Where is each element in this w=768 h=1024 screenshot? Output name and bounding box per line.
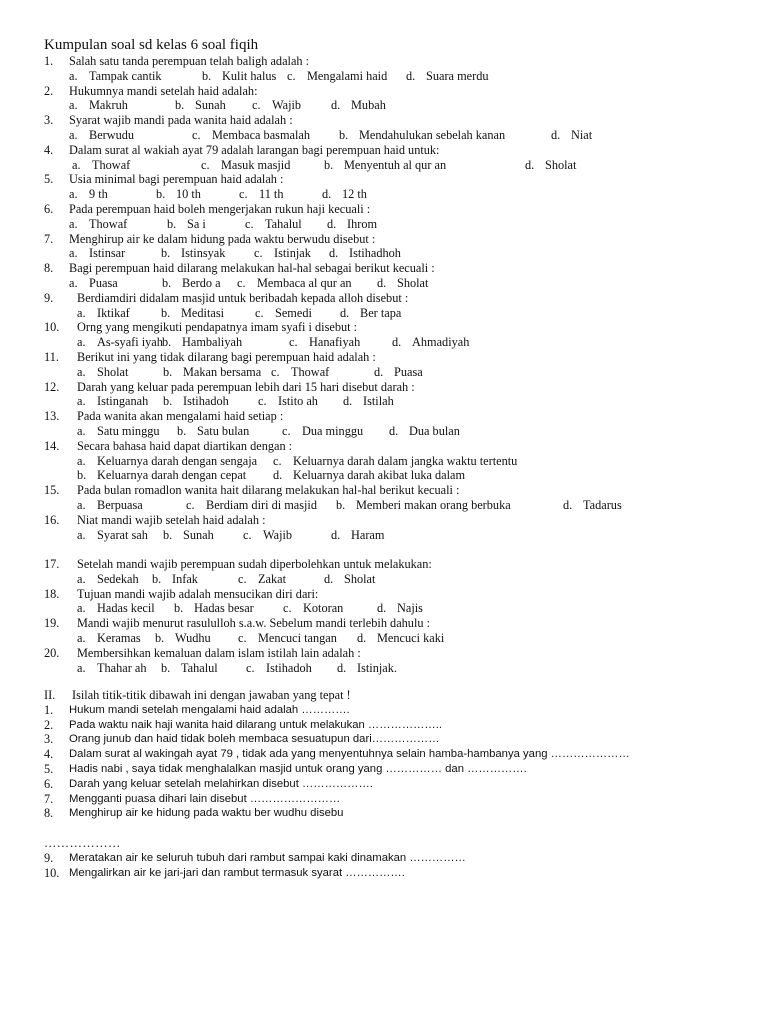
option-text: Istinjak. [357, 660, 397, 675]
option-letter: d. [389, 423, 399, 438]
options-row [0, 572, 768, 587]
option-text: Sunah [195, 98, 226, 113]
option-text: Tahalul [181, 660, 218, 675]
options-row [0, 454, 768, 469]
option-letter: d. [322, 187, 332, 202]
option-letter: a. [69, 275, 78, 290]
option-text: Niat [571, 127, 593, 142]
option-text: 10 th [176, 187, 201, 202]
option-letter: c. [201, 157, 210, 172]
option-text: 12 th [342, 187, 367, 202]
option-letter: d. [340, 305, 350, 320]
question-row [0, 143, 768, 158]
question-text: Dalam surat al wakiah ayat 79 adalah larangan bagi perempuan haid untuk: [69, 142, 440, 157]
question-text: Syarat wajib mandi pada wanita haid adalah : [69, 113, 293, 128]
item-number: 1. [44, 702, 54, 717]
option-letter: c. [186, 497, 195, 512]
option-letter: c. [282, 423, 291, 438]
option-text: Membaca basmalah [212, 127, 310, 142]
item-number: 8. [44, 806, 54, 821]
option-letter: b. [152, 571, 162, 586]
option-letter: a. [77, 305, 86, 320]
option-text: Tahalul [265, 216, 302, 231]
item-text: Pada waktu naik haji wanita haid dilarang untuk melakukan ……………….. [69, 718, 442, 731]
option-text: Masuk masjid [221, 157, 291, 172]
option-text: Sunah [183, 527, 214, 542]
option-text: Mubah [351, 98, 386, 113]
question-number: 16. [44, 512, 60, 527]
question-text: Tujuan mandi wajib adalah mensucikan diri dari: [77, 586, 319, 601]
question-row [0, 409, 768, 424]
question-text: Setelah mandi wajib perempuan sudah diperbolehkan untuk melakukan: [77, 557, 432, 572]
item-number: 9. [44, 850, 54, 865]
option-text: Sholat [545, 157, 577, 172]
question-number: 4. [44, 142, 54, 157]
option-text: Sa i [187, 216, 206, 231]
section-instructions: Isilah titik-titik dibawah ini dengan jawaban yang tepat ! [72, 688, 351, 702]
item-number: 2. [44, 717, 54, 732]
question-row [0, 172, 768, 187]
question-row [0, 113, 768, 128]
question-number: 10. [44, 320, 60, 335]
option-letter: b. [161, 660, 171, 675]
option-text: Dua minggu [302, 423, 364, 438]
question-text: Berikut ini yang tidak dilarang bagi perempuan haid adalah : [77, 349, 376, 364]
question-text: Orng yang mengikuti pendapatnya imam syafi i disebut : [77, 320, 358, 335]
option-letter: a. [77, 497, 86, 512]
option-letter: d. [324, 571, 334, 586]
option-letter: c. [192, 127, 201, 142]
options-row [0, 335, 768, 350]
question-number: 12. [44, 379, 60, 394]
option-text: Sedekah [97, 571, 139, 586]
option-text: Sholat [344, 571, 376, 586]
question-row [0, 84, 768, 99]
question-number: 14. [44, 438, 60, 453]
option-letter: d. [329, 246, 339, 261]
option-text: Keramas [97, 631, 141, 646]
options-row [0, 128, 768, 143]
question-number: 15. [44, 483, 60, 498]
question-number: 7. [44, 231, 54, 246]
option-text: Wajib [263, 527, 293, 542]
question-number: 8. [44, 261, 54, 276]
option-letter: d. [377, 275, 387, 290]
option-letter: b. [77, 468, 87, 483]
option-text: As-syafi iyah [97, 335, 163, 350]
option-text: Istihadoh [183, 394, 229, 409]
option-text: Wudhu [175, 631, 211, 646]
section-number: II. [44, 688, 56, 702]
item-text: Darah yang keluar setelah melahirkan disebut ………………. [69, 777, 373, 790]
page-title: Kumpulan soal sd kelas 6 soal fiqih [44, 37, 259, 53]
option-text: Zakat [258, 571, 286, 586]
option-letter: c. [254, 246, 263, 261]
question-number: 2. [44, 83, 54, 98]
option-text: Ahmadiyah [412, 335, 470, 350]
question-row [0, 646, 768, 661]
item-text: Hukum mandi setelah mengalami haid adalah …………. [69, 703, 350, 716]
option-letter: d. [392, 335, 402, 350]
option-text: Memberi makan orang berbuka [356, 497, 511, 512]
options-row [0, 98, 768, 113]
option-letter: b. [336, 497, 346, 512]
option-letter: a. [77, 631, 86, 646]
option-text: Makruh [89, 98, 128, 113]
spacer [0, 821, 768, 836]
fill-in-item [0, 806, 768, 821]
option-text: Syarat sah [97, 527, 148, 542]
fill-in-item [0, 703, 768, 718]
option-text: Berpuasa [97, 497, 143, 512]
option-letter: b. [163, 394, 173, 409]
option-letter: b. [155, 631, 165, 646]
question-text: Pada bulan romadlon wanita hait dilarang melakukan hal-hal berikut kecuali : [77, 483, 460, 498]
options-row [0, 468, 768, 483]
question-text: Niat mandi wajib setelah haid adalah : [77, 512, 266, 527]
option-text: Dua bulan [409, 423, 460, 438]
item-text: Orang junub dan haid tidak boleh membaca sesuatupun dari……………… [69, 733, 440, 746]
option-text: Istinganah [97, 394, 149, 409]
option-letter: b. [162, 275, 172, 290]
question-text: Pada perempuan haid boleh mengerjakan rukun haji kecuali : [69, 201, 371, 216]
option-text: Makan bersama [183, 364, 262, 379]
option-text: Sholat [97, 364, 129, 379]
option-letter: a. [69, 187, 78, 202]
options-row [0, 601, 768, 616]
option-letter: d. [377, 601, 387, 616]
option-letter: b. [202, 68, 212, 83]
question-text: Bagi perempuan haid dilarang melakukan hal-hal sebagai berikut kecuali : [69, 261, 435, 276]
option-text: Satu minggu [97, 423, 160, 438]
option-letter: b. [174, 601, 184, 616]
question-row [0, 320, 768, 335]
question-number: 13. [44, 409, 60, 424]
option-letter: c. [273, 453, 282, 468]
option-text: Iktikaf [97, 305, 130, 320]
option-text: Thowaf [291, 364, 330, 379]
option-letter: b. [161, 246, 171, 261]
option-letter: c. [238, 571, 247, 586]
question-row [0, 232, 768, 247]
option-letter: b. [167, 216, 177, 231]
option-letter: b. [324, 157, 334, 172]
question-row [0, 557, 768, 572]
option-text: Thowaf [89, 216, 128, 231]
option-letter: a. [69, 246, 78, 261]
item-text: Mengalirkan air ke jari-jari dan rambut termasuk syarat ……………. [69, 866, 405, 879]
fill-in-item [0, 866, 768, 881]
question-number: 11. [44, 349, 59, 364]
option-text: Wajib [272, 98, 302, 113]
option-letter: d. [551, 127, 561, 142]
question-number: 5. [44, 172, 54, 187]
question-number: 6. [44, 201, 54, 216]
option-letter: c. [238, 631, 247, 646]
option-letter: d. [327, 216, 337, 231]
fill-in-item [0, 718, 768, 733]
option-text: Istinsar [89, 246, 126, 261]
option-letter: a. [77, 601, 86, 616]
option-text: Hanafiyah [309, 335, 361, 350]
option-text: Istihadhoh [349, 246, 401, 261]
option-letter: c. [252, 98, 261, 113]
option-letter: d. [331, 527, 341, 542]
option-text: Satu bulan [197, 423, 250, 438]
answer-blank: ……………… [44, 835, 121, 850]
option-letter: b. [162, 335, 172, 350]
option-letter: a. [69, 216, 78, 231]
option-text: Keluarnya darah dengan sengaja [97, 453, 258, 468]
option-text: Mencuci kaki [377, 631, 445, 646]
option-text: Suara merdu [426, 68, 489, 83]
option-letter: d. [343, 394, 353, 409]
option-letter: c. [289, 335, 298, 350]
item-number: 4. [44, 747, 54, 762]
options-row [0, 158, 768, 173]
options-row [0, 365, 768, 380]
question-text: Secara bahasa haid dapat diartikan dengan : [77, 438, 293, 453]
option-text: Keluarnya darah dengan cepat [97, 468, 247, 483]
fill-in-item [0, 851, 768, 866]
option-letter: b. [163, 364, 173, 379]
option-text: Kotoran [303, 601, 344, 616]
question-row [0, 291, 768, 306]
option-letter: b. [163, 527, 173, 542]
option-text: Puasa [394, 364, 423, 379]
option-letter: d. [331, 98, 341, 113]
options-row [0, 424, 768, 439]
option-text: Meditasi [181, 305, 225, 320]
options-row [0, 246, 768, 261]
options-row [0, 394, 768, 409]
option-text: Menyentuh al qur an [344, 157, 447, 172]
question-text: Berdiamdiri didalam masjid untuk beribadah kepada alloh disebut : [77, 290, 409, 305]
question-text: Salah satu tanda perempuan telah baligh adalah : [69, 54, 310, 68]
option-text: Istinjak [274, 246, 311, 261]
spacer [0, 542, 768, 557]
question-number: 1. [44, 54, 54, 68]
question-row [0, 513, 768, 528]
option-letter: d. [337, 660, 347, 675]
fill-in-item [0, 777, 768, 792]
option-letter: b. [161, 305, 171, 320]
option-text: Infak [172, 571, 198, 586]
option-text: Ihrom [347, 216, 378, 231]
question-row [0, 616, 768, 631]
option-text: Sholat [397, 275, 429, 290]
option-text: Keluarnya darah akibat luka dalam [293, 468, 466, 483]
option-text: Berdiam diri di masjid [206, 497, 317, 512]
item-number: 3. [44, 732, 54, 747]
item-text: Hadis nabi , saya tidak menghalalkan masjid untuk orang yang …………… dan ……………. [69, 762, 527, 775]
item-number: 5. [44, 761, 54, 776]
question-text: Mandi wajib menurut rasululloh s.a.w. Sebelum mandi terlebih dahulu : [77, 616, 431, 631]
question-number: 17. [44, 557, 60, 572]
option-text: 11 th [259, 187, 284, 202]
question-text: Darah yang keluar pada perempuan lebih dari 15 hari disebut darah : [77, 379, 415, 394]
question-text: Usia minimal bagi perempuan haid adalah : [69, 172, 284, 187]
section-heading [0, 688, 768, 703]
item-number: 7. [44, 791, 54, 806]
option-text: Istinsyak [181, 246, 226, 261]
fill-in-item [0, 792, 768, 807]
option-text: Haram [351, 527, 385, 542]
option-letter: c. [287, 68, 296, 83]
options-row [0, 217, 768, 232]
option-text: Berdo a [182, 275, 221, 290]
multiple-choice-section [0, 54, 768, 675]
question-number: 9. [44, 290, 54, 305]
fill-in-item [0, 732, 768, 747]
option-text: Hambaliyah [182, 335, 243, 350]
answer-blank-continuation [0, 836, 768, 851]
option-text: Tampak cantik [89, 68, 162, 83]
options-row [0, 528, 768, 543]
option-letter: c. [239, 187, 248, 202]
question-number: 3. [44, 113, 54, 128]
option-letter: a. [77, 527, 86, 542]
question-text: Pada wanita akan mengalami haid setiap : [77, 409, 284, 424]
fill-in-section [0, 688, 768, 880]
question-text: Membersihkan kemaluan dalam islam istilah lain adalah : [77, 645, 361, 660]
option-text: Berwudu [89, 127, 135, 142]
option-text: Keluarnya darah dalam jangka waktu tertentu [293, 453, 518, 468]
option-text: Kulit halus [222, 68, 277, 83]
option-letter: a. [77, 335, 86, 350]
question-row [0, 261, 768, 276]
option-letter: d. [563, 497, 573, 512]
item-number: 6. [44, 776, 54, 791]
options-row [0, 69, 768, 84]
question-row [0, 54, 768, 69]
option-text: Mencuci tangan [258, 631, 337, 646]
option-letter: b. [339, 127, 349, 142]
option-letter: b. [156, 187, 166, 202]
option-letter: d. [357, 631, 367, 646]
option-letter: a. [77, 364, 86, 379]
option-letter: a. [69, 98, 78, 113]
item-text: Mengganti puasa dihari lain disebut …………………… [69, 792, 341, 805]
option-text: Thowaf [92, 157, 131, 172]
question-row [0, 380, 768, 395]
option-text: Hadas kecil [97, 601, 155, 616]
option-letter: d. [273, 468, 283, 483]
option-letter: c. [258, 394, 267, 409]
options-row [0, 498, 768, 513]
option-text: Najis [397, 601, 423, 616]
option-letter: a. [77, 453, 86, 468]
question-number: 19. [44, 616, 60, 631]
option-text: Tadarus [583, 497, 622, 512]
question-text: Menghirup air ke dalam hidung pada waktu berwudu disebut : [69, 231, 376, 246]
question-row [0, 202, 768, 217]
option-text: Mengalami haid [307, 68, 388, 83]
options-row [0, 661, 768, 676]
option-text: Membaca al qur an [257, 275, 352, 290]
option-text: Thahar ah [97, 660, 147, 675]
question-text: Hukumnya mandi setelah haid adalah: [69, 83, 258, 98]
option-letter: b. [175, 98, 185, 113]
item-text: Dalam surat al wakingah ayat 79 , tidak ada yang menyentuhnya selain hamba-hambanya yang ………………… [69, 748, 630, 761]
fill-in-item [0, 747, 768, 762]
option-letter: d. [525, 157, 535, 172]
option-letter: c. [283, 601, 292, 616]
option-text: Mendahulukan sebelah kanan [359, 127, 506, 142]
option-text: 9 th [89, 187, 108, 202]
option-letter: d. [406, 68, 416, 83]
option-text: Hadas besar [194, 601, 254, 616]
question-row [0, 439, 768, 454]
options-row [0, 631, 768, 646]
options-row [0, 276, 768, 291]
option-text: Istihadoh [266, 660, 312, 675]
option-letter: b. [177, 423, 187, 438]
option-text: Istito ah [278, 394, 318, 409]
option-letter: a. [72, 157, 81, 172]
option-letter: c. [255, 305, 264, 320]
options-row [0, 187, 768, 202]
fill-in-item [0, 762, 768, 777]
option-letter: c. [237, 275, 246, 290]
option-letter: a. [77, 394, 86, 409]
item-text: Menghirup air ke hidung pada waktu ber wudhu disebu [69, 807, 344, 820]
option-text: Ber tapa [360, 305, 402, 320]
option-letter: a. [69, 68, 78, 83]
question-row [0, 483, 768, 498]
options-row [0, 306, 768, 321]
option-letter: c. [271, 364, 280, 379]
option-letter: a. [77, 423, 86, 438]
question-row [0, 350, 768, 365]
option-text: Puasa [89, 275, 118, 290]
option-text: Semedi [275, 305, 312, 320]
option-letter: c. [246, 660, 255, 675]
option-letter: a. [77, 660, 86, 675]
item-text: Meratakan air ke seluruh tubuh dari rambut sampai kaki dinamakan …………… [69, 851, 466, 864]
question-row [0, 587, 768, 602]
option-letter: d. [374, 364, 384, 379]
question-number: 20. [44, 645, 60, 660]
question-number: 18. [44, 586, 60, 601]
option-letter: a. [69, 127, 78, 142]
option-letter: c. [243, 527, 252, 542]
option-letter: c. [245, 216, 254, 231]
option-text: Istilah [363, 394, 394, 409]
item-number: 10. [44, 865, 60, 880]
option-letter: a. [77, 571, 86, 586]
